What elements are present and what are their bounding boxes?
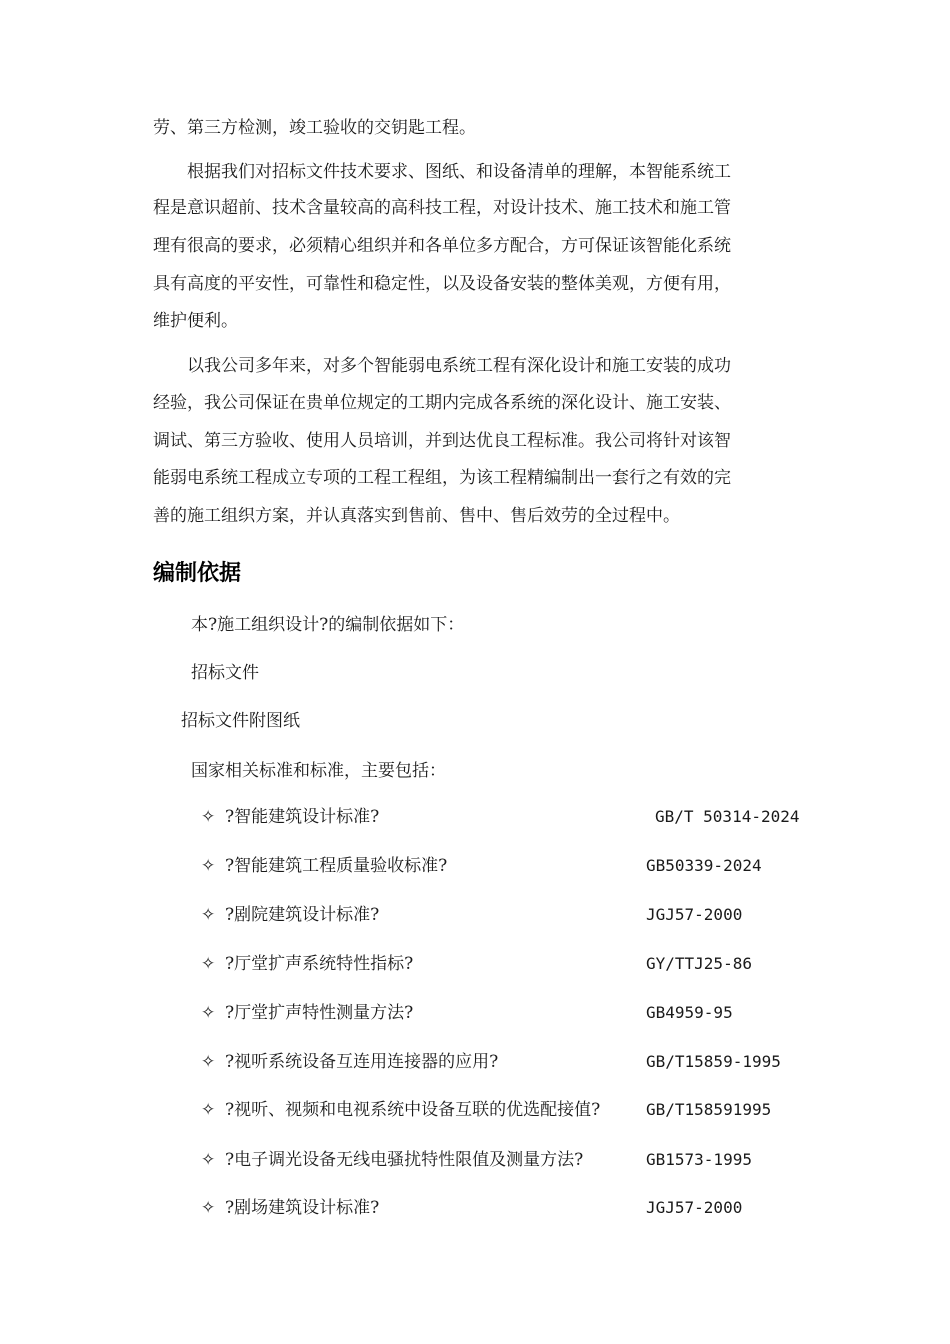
standard-item (201, 1098, 600, 1122)
standard-code: JGJ57-2000 (646, 1198, 743, 1217)
standard-item (201, 1001, 413, 1025)
standard-code: GB/T 50314-2024 (655, 807, 800, 826)
paragraph-line: 维护便利。 (153, 311, 238, 331)
diamond-icon: ✧ (201, 807, 216, 827)
standard-name: ?剧院建筑设计标准? (225, 905, 380, 925)
standard-item (201, 952, 413, 976)
standard-name: ?厅堂扩声系统特性指标? (225, 954, 414, 974)
standard-name: ?电子调光设备无线电骚扰特性限值及测量方法? (225, 1150, 584, 1170)
diamond-icon: ✧ (201, 905, 216, 925)
paragraph-line: 善的施工组织方案，并认真落实到售前、售中、售后效劳的全过程中。 (153, 506, 680, 526)
standard-item (201, 854, 447, 878)
paragraph-line: 具有高度的平安性，可靠性和稳定性，以及设备安装的整体美观，方便有用， (153, 274, 731, 294)
diamond-icon: ✧ (201, 1150, 216, 1170)
standard-code: GB1573-1995 (646, 1150, 752, 1169)
diamond-icon: ✧ (201, 954, 216, 974)
standard-name: ?剧场建筑设计标准? (225, 1198, 380, 1218)
paragraph-line: 程是意识超前、技术含量较高的高科技工程，对设计技术、施工技术和施工管 (153, 198, 731, 218)
diamond-icon: ✧ (201, 1052, 216, 1072)
standard-name: ?视听、视频和电视系统中设备互联的优选配接值? (225, 1100, 601, 1120)
standard-code: GB50339-2024 (646, 856, 762, 875)
diamond-icon: ✧ (201, 856, 216, 876)
standard-name: ?厅堂扩声特性测量方法? (225, 1003, 414, 1023)
diamond-icon: ✧ (201, 1003, 216, 1023)
standard-item (201, 1050, 498, 1074)
basis-item: 招标文件附图纸 (181, 711, 300, 731)
section-heading: 编制依据 (153, 561, 242, 586)
paragraph-line: 理有很高的要求，必须精心组织并和各单位多方配合，方可保证该智能化系统 (153, 236, 731, 256)
standard-item (201, 903, 379, 927)
basis-item: 招标文件 (191, 663, 259, 683)
standard-code: GB4959-95 (646, 1003, 733, 1022)
paragraph-line: 以我公司多年来，对多个智能弱电系统工程有深化设计和施工安装的成功 (153, 356, 731, 376)
standard-code: GY/TTJ25-86 (646, 954, 752, 973)
standard-code: GB/T15859-1995 (646, 1052, 781, 1071)
paragraph-line: 经验，我公司保证在贵单位规定的工期内完成各系统的深化设计、施工安装、 (153, 393, 731, 413)
paragraph-line: 调试、第三方验收、使用人员培训，并到达优良工程标准。我公司将针对该智 (153, 431, 731, 451)
standard-code: JGJ57-2000 (646, 905, 743, 924)
diamond-icon: ✧ (201, 1198, 216, 1218)
standard-name: ?智能建筑设计标准? (225, 807, 380, 827)
standard-code: GB/T158591995 (646, 1100, 772, 1119)
standard-item (201, 1148, 583, 1172)
standard-name: ?智能建筑工程质量验收标准? (225, 856, 448, 876)
basis-item: 国家相关标准和标准，主要包括： (191, 761, 446, 781)
paragraph-line: 能弱电系统工程成立专项的工程工程组，为该工程精编制出一套行之有效的完 (153, 468, 731, 488)
basis-intro: 本?施工组织设计?的编制依据如下： (191, 615, 465, 635)
paragraph-line: 劳、第三方检测，竣工验收的交钥匙工程。 (153, 118, 476, 138)
standard-name: ?视听系统设备互连用连接器的应用? (225, 1052, 499, 1072)
standard-item (201, 1196, 379, 1220)
standard-item (201, 805, 379, 829)
paragraph-line: 根据我们对招标文件技术要求、图纸、和设备清单的理解，本智能系统工 (153, 162, 731, 182)
diamond-icon: ✧ (201, 1100, 216, 1120)
